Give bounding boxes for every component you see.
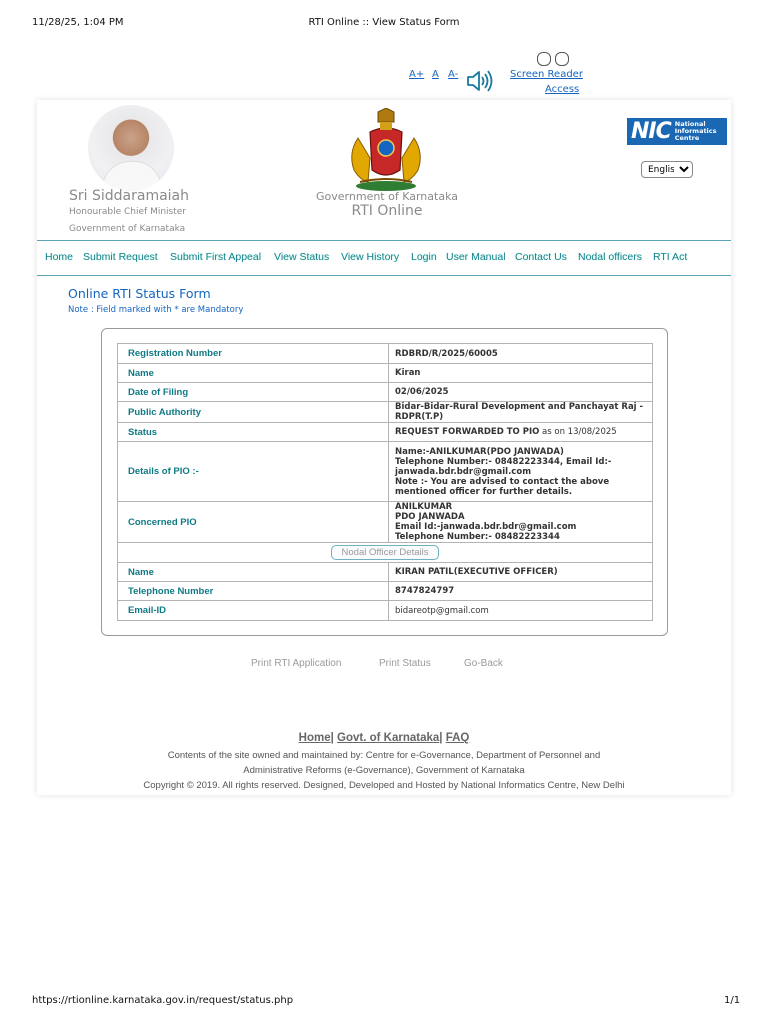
nav-user-manual[interactable]: User Manual <box>446 251 506 263</box>
print-datetime: 11/28/25, 1:04 PM <box>32 17 124 28</box>
table-row <box>118 402 653 423</box>
page-title: Online RTI Status Form <box>68 286 211 301</box>
footer-home-link[interactable]: Home <box>298 732 331 744</box>
nav-view-status[interactable]: View Status <box>274 251 330 263</box>
karnataka-emblem-logo <box>340 108 432 192</box>
nodal-name-label: Name <box>118 563 389 582</box>
nic-logo: NIC National Informatics Centre <box>627 118 727 145</box>
table-row <box>118 543 653 563</box>
print-url: https://rtionline.karnataka.gov.in/request/status.php <box>32 995 294 1006</box>
print-rti-application-button[interactable]: Print RTI Application <box>251 658 342 669</box>
pio-details-label: Details of PIO :- <box>118 442 389 502</box>
cm-title: Honourable Chief Minister <box>69 207 186 217</box>
footer-copyright: Copyright © 2019. All rights reserved. Designed, Developed and Hosted by National Informatics Centre, New Delhi <box>143 780 625 791</box>
cm-government: Government of Karnataka <box>69 224 186 234</box>
font-increase-button[interactable]: A+ <box>409 69 425 80</box>
nav-nodal-officers[interactable]: Nodal officers <box>578 251 643 263</box>
date-of-filing-value: 02/06/2025 <box>389 383 653 402</box>
print-title: RTI Online :: View Status Form <box>308 17 460 28</box>
nav-view-history[interactable]: View History <box>341 251 400 263</box>
nav-rti-act[interactable]: RTI Act <box>653 251 688 263</box>
nav-submit-request[interactable]: Submit Request <box>83 251 158 263</box>
status-panel <box>101 328 668 636</box>
nodal-officer-details-button[interactable]: Nodal Officer Details <box>331 545 440 560</box>
table-row <box>118 563 653 582</box>
table-row <box>118 582 653 601</box>
date-of-filing-label: Date of Filing <box>118 383 389 402</box>
table-row <box>118 364 653 383</box>
theme-circle-icon[interactable] <box>537 52 551 66</box>
print-page-number: 1/1 <box>724 995 741 1006</box>
page-card <box>37 100 731 795</box>
footer-faq-link[interactable]: FAQ <box>445 732 470 744</box>
screen-reader-access-link[interactable]: Access <box>545 84 580 95</box>
chief-minister-photo <box>88 105 174 191</box>
print-status-button[interactable]: Print Status <box>379 658 431 669</box>
footer-ownership-line2: Administrative Reforms (e-Governance), Government of Karnataka <box>243 765 525 776</box>
name-value: Kiran <box>389 364 653 383</box>
footer-govt-karnataka-link[interactable]: Govt. of Karnataka <box>337 732 440 744</box>
font-normal-button[interactable]: A <box>432 69 439 80</box>
table-row <box>118 383 653 402</box>
main-navigation <box>37 240 731 276</box>
nodal-phone-value: 8747824797 <box>389 582 653 601</box>
screen-reader-link[interactable]: Screen Reader <box>510 69 583 80</box>
concerned-pio-value: ANILKUMAR PDO JANWADA Email Id:-janwada.bdr.bdr@gmail.com Telephone Number:- 08482223344 <box>389 502 653 543</box>
nodal-phone-label: Telephone Number <box>118 582 389 601</box>
theme-toggle[interactable] <box>537 52 569 66</box>
speaker-icon[interactable] <box>466 68 494 94</box>
pio-details-value: Name:-ANILKUMAR(PDO JANWADA) Telephone Number:- 08482223344, Email Id:- janwada.bdr.bdr@gmail.com Note :- You are advised to contact the above mentioned officer for further details. <box>389 442 653 502</box>
nav-home[interactable]: Home <box>45 251 74 263</box>
government-label: Government of Karnataka <box>316 190 458 203</box>
go-back-button[interactable]: Go-Back <box>464 658 503 669</box>
nav-contact-us[interactable]: Contact Us <box>515 251 567 263</box>
table-row <box>118 423 653 442</box>
table-row <box>118 344 653 364</box>
mandatory-note: Note : Field marked with * are Mandatory <box>68 305 244 315</box>
status-label: Status <box>118 423 389 442</box>
language-select[interactable] <box>641 161 693 178</box>
registration-value: RDBRD/R/2025/60005 <box>389 344 653 364</box>
footer-links: Home| Govt. of Karnataka| FAQ <box>298 732 470 744</box>
registration-label: Registration Number <box>118 344 389 364</box>
name-label: Name <box>118 364 389 383</box>
status-table <box>117 343 653 621</box>
nav-submit-first-appeal[interactable]: Submit First Appeal <box>170 251 262 263</box>
public-authority-value: Bidar-Bidar-Rural Development and Panchayat Raj - RDPR(T.P) <box>389 402 653 423</box>
status-value: REQUEST FORWARDED TO PIO as on 13/08/2025 <box>389 423 653 442</box>
public-authority-label: Public Authority <box>118 402 389 423</box>
nodal-email-label: Email-ID <box>118 601 389 621</box>
nodal-name-value: KIRAN PATIL(EXECUTIVE OFFICER) <box>389 563 653 582</box>
theme-circle-icon[interactable] <box>555 52 569 66</box>
concerned-pio-label: Concerned PIO <box>118 502 389 543</box>
table-row <box>118 502 653 543</box>
cm-name: Sri Siddaramaiah <box>69 188 190 204</box>
footer-ownership-line1: Contents of the site owned and maintained by: Centre for e-Governance, Department of Personnel and <box>167 750 601 761</box>
nav-login[interactable]: Login <box>411 251 437 263</box>
site-name: RTI Online <box>351 203 423 219</box>
table-row <box>118 442 653 502</box>
font-decrease-button[interactable]: A- <box>448 69 459 80</box>
table-row <box>118 601 653 621</box>
nodal-email-value: bidareotp@gmail.com <box>389 601 653 621</box>
